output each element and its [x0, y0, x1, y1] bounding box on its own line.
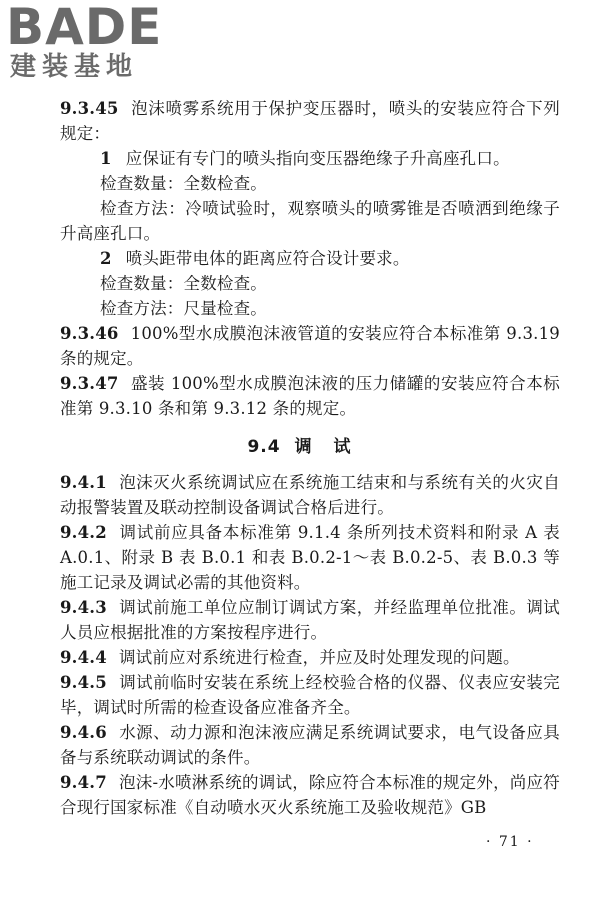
- clause-number: 9.4.4: [60, 648, 107, 667]
- section-heading: [60, 435, 560, 460]
- clause-number: 9.4.6: [60, 723, 107, 742]
- item-text: 应保证有专门的喷头指向变压器绝缘子升高座孔口。: [125, 149, 510, 168]
- page-number: · 71 ·: [486, 834, 534, 850]
- clause-text: 100%型水成膜泡沫液管道的安装应符合本标准第 9.3.19 条的规定。: [60, 324, 560, 368]
- clause-text: 调试前施工单位应制订调试方案，并经监理单位批准。调试人员应根据批准的方案按程序进行。: [60, 598, 560, 642]
- clause-number: 9.4.7: [60, 773, 107, 792]
- logo-wordmark: BADE: [6, 0, 163, 56]
- check-method-2: 检查方法：尺量检查。: [100, 299, 267, 318]
- check-quantity-2: 检查数量：全数检查。: [100, 274, 267, 293]
- clause-text: 盛装 100%型水成膜泡沫液的压力储罐的安装应符合本标准第 9.3.10 条和第 9.3.12 条的规定。: [60, 374, 560, 418]
- clause-number: 9.4.3: [60, 598, 107, 617]
- clause-text: 泡沫喷雾系统用于保护变压器时，喷头的安装应符合下列规定：: [60, 99, 560, 143]
- item-text: 喷头距带电体的距离应符合设计要求。: [125, 249, 410, 268]
- clause-9-4-5: [60, 670, 560, 720]
- clause-9-3-46: [60, 321, 560, 371]
- item-number: 2: [100, 249, 112, 268]
- check-method-text: 检查方法：冷喷试验时，观察喷头的喷雾锥是否喷洒到绝缘子升高座孔口。: [60, 199, 560, 243]
- check-quantity-1: 检查数量：全数检查。: [100, 174, 267, 193]
- item-number: 1: [100, 149, 112, 168]
- clause-number: 9.3.46: [60, 324, 119, 343]
- clause-9-4-4: [60, 645, 560, 670]
- clause-text: 调试前应对系统进行检查，并应及时处理发现的问题。: [118, 648, 520, 667]
- logo-chinese-text: 建装基地: [10, 52, 139, 82]
- clause-number: 9.4.5: [60, 673, 107, 692]
- clause-text: 调试前临时安装在系统上经校验合格的仪器、仪表应安装完毕，调试时所需的检查设备应准备齐全。: [60, 673, 560, 717]
- clause-number: 9.4.2: [60, 523, 107, 542]
- clause-text: 泡沫-水喷淋系统的调试，除应符合本标准的规定外，尚应符合现行国家标准《自动喷水灭火系统施工及验收规范》GB: [60, 773, 560, 817]
- item-1: [60, 146, 560, 171]
- section-number: 9.4: [247, 437, 281, 457]
- clause-text: 调试前应具备本标准第 9.1.4 条所列技术资料和附录 A 表 A.0.1、附录 B 表 B.0.1 和表 B.0.2-1～表 B.0.2-5、表 B.0.3 等施工记录及调试必需的其他资料。: [60, 523, 560, 592]
- clause-9-4-3: [60, 595, 560, 645]
- clause-number: 9.3.47: [60, 374, 119, 393]
- clause-text: 泡沫灭火系统调试应在系统施工结束和与系统有关的火灾自动报警装置及联动控制设备调试合格后进行。: [60, 473, 560, 517]
- clause-number: 9.4.1: [60, 473, 107, 492]
- clause-text: 水源、动力源和泡沫液应满足系统调试要求，电气设备应具备与系统联动调试的条件。: [60, 723, 560, 767]
- check-method-1: [60, 196, 560, 246]
- section-title: 调试: [294, 437, 373, 457]
- clause-9-4-7: [60, 770, 560, 820]
- clause-9-4-6: [60, 720, 560, 770]
- item-2: [60, 246, 560, 271]
- page-content: [60, 96, 560, 820]
- clause-9-3-45: [60, 96, 560, 146]
- clause-9-4-1: [60, 470, 560, 520]
- bade-logo: [6, 2, 181, 86]
- clause-number: 9.3.45: [60, 99, 119, 118]
- clause-9-3-47: [60, 371, 560, 421]
- clause-9-4-2: [60, 520, 560, 595]
